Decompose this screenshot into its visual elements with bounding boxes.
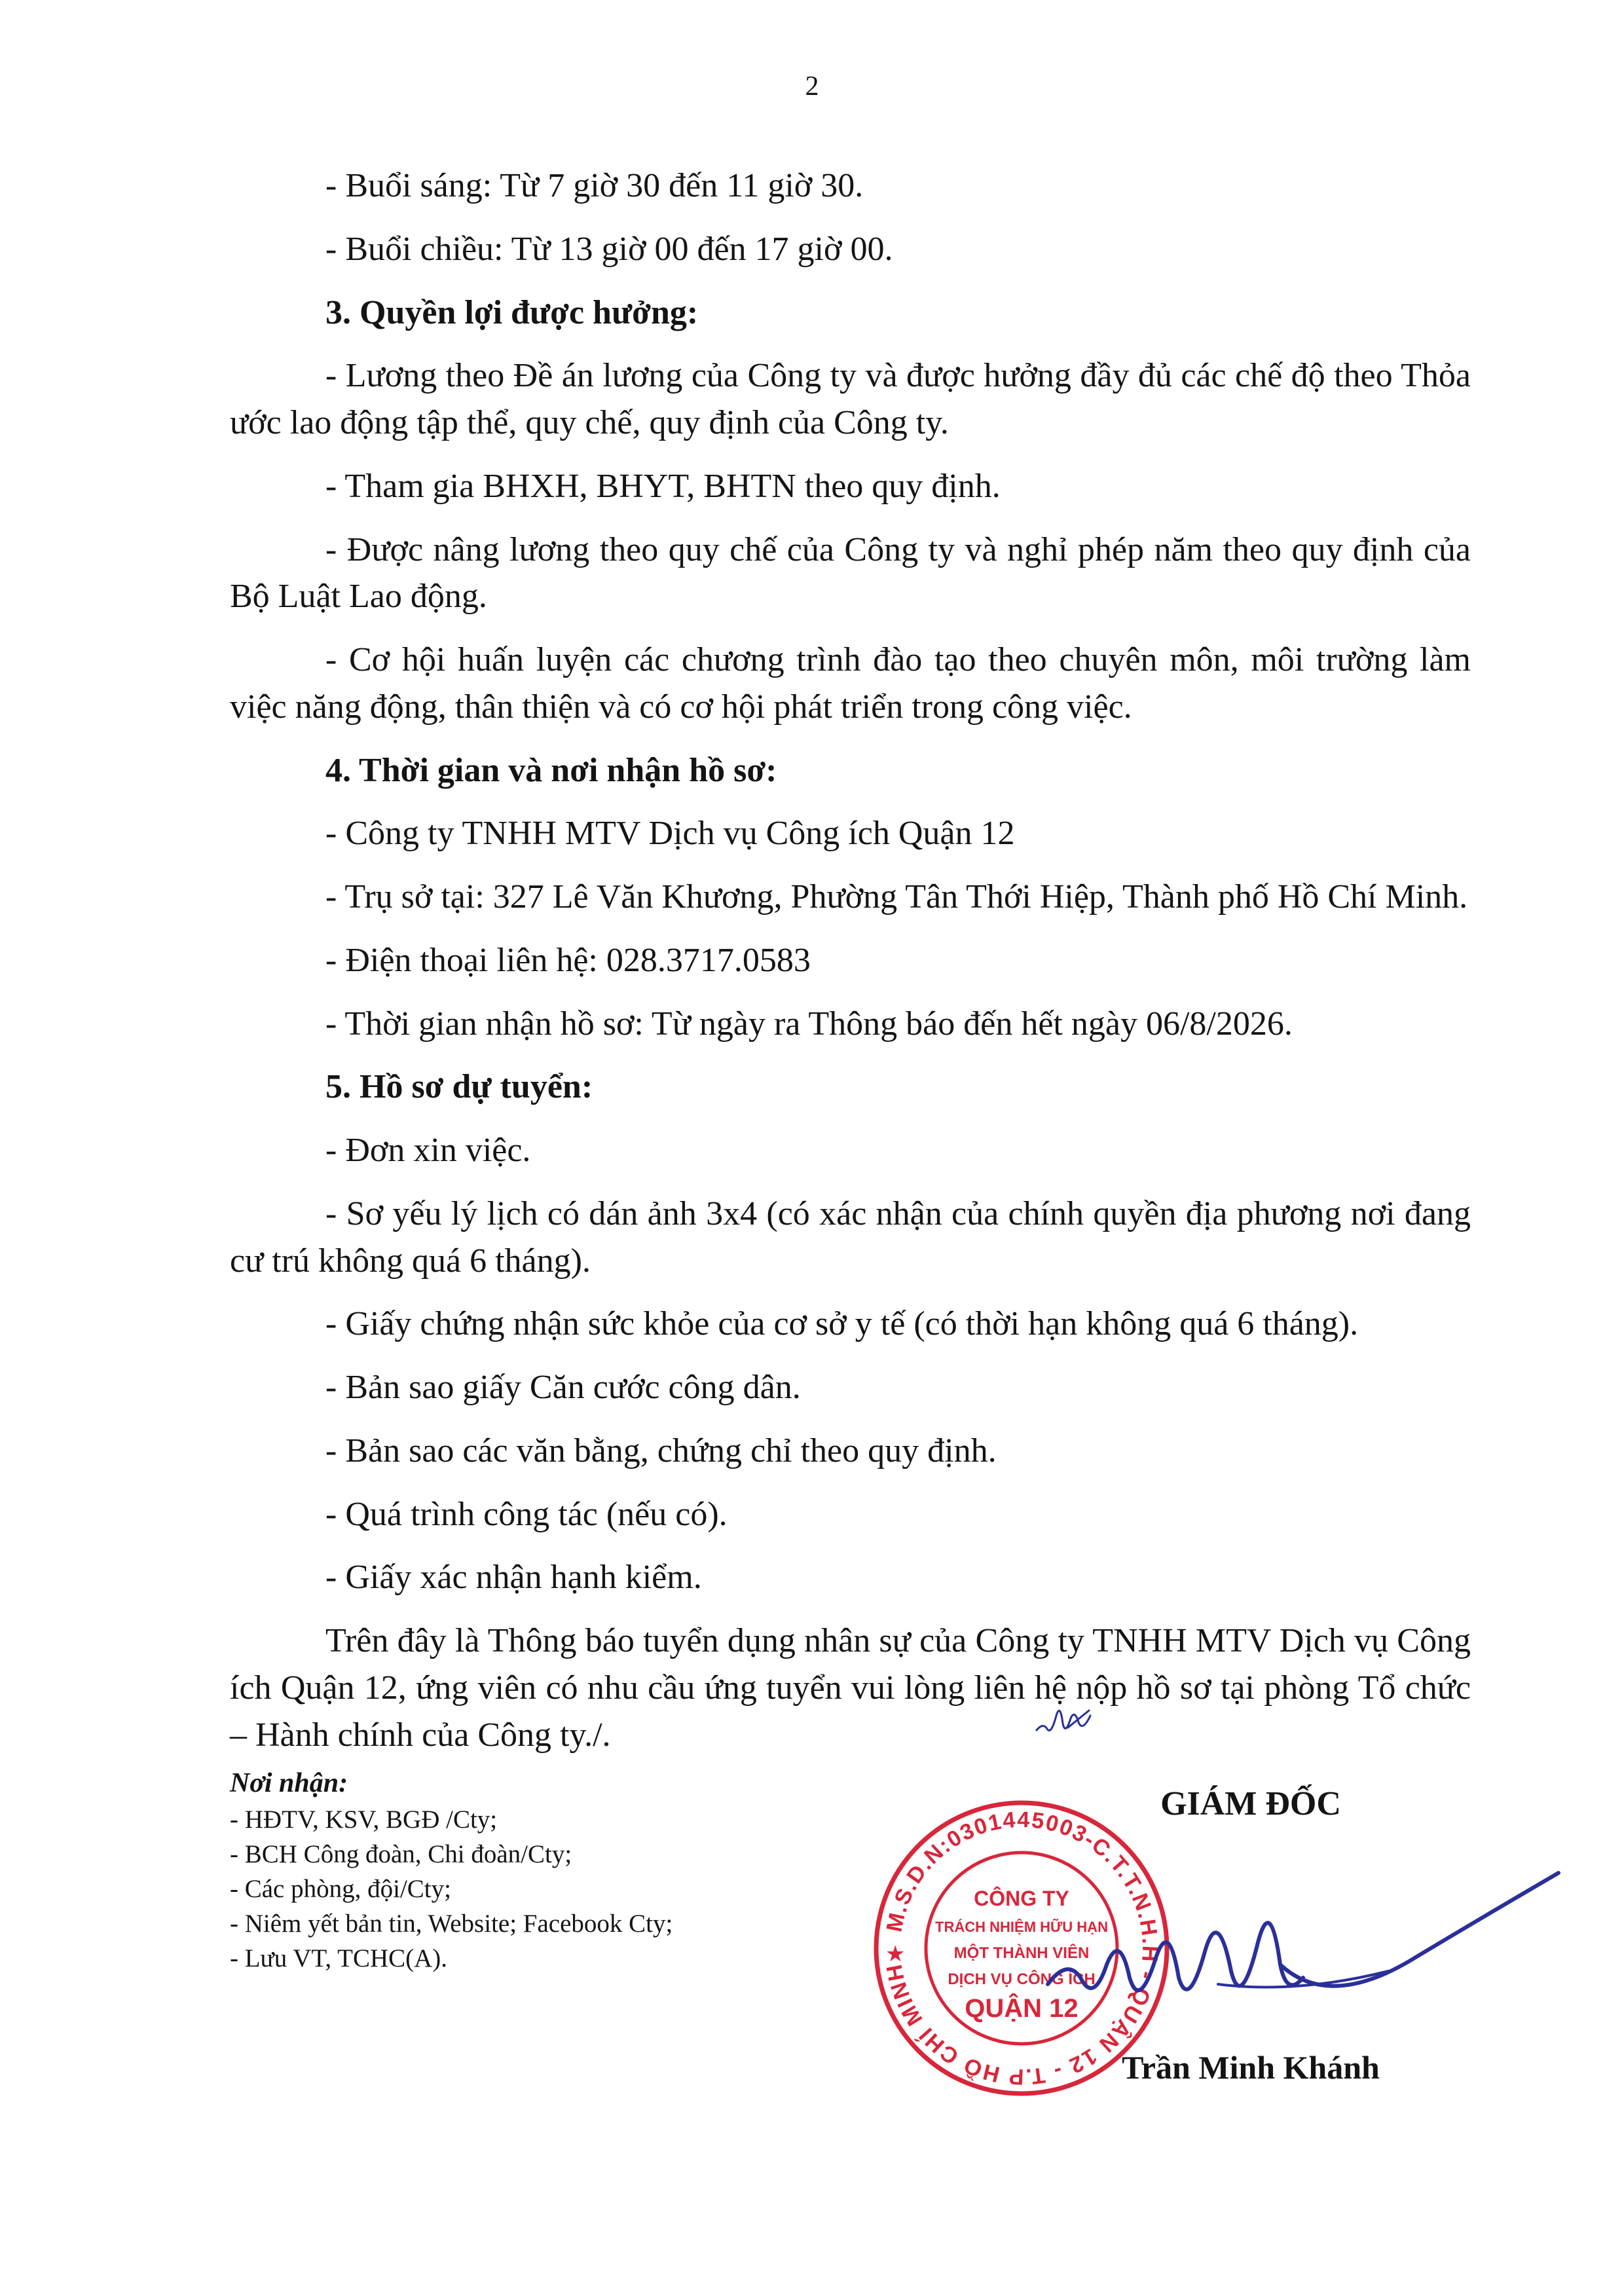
section-heading: 4. Thời gian và nơi nhận hồ sơ: <box>325 751 777 789</box>
closing-paragraph: Trên đây là Thông báo tuyển dụng nhân sự của Công ty TNHH MTV Dịch vụ Công ích Quận 12, ứng viên có nhu cầu ứng tuyển vui lòng liên hệ nộp hồ sơ tại phòng Tổ chức – Hành chính của Công ty./. <box>230 1622 1471 1754</box>
list-paragraph: - Giấy chứng nhận sức khỏe của cơ sở y tế (có thời hạn không quá 6 tháng). <box>325 1305 1359 1343</box>
list-paragraph: - Điện thoại liên hệ: 028.3717.0583 <box>325 941 811 979</box>
recipient-item: - Các phòng, đội/Cty; <box>230 1875 451 1904</box>
recipient-item: - BCH Công đoàn, Chi đoàn/Cty; <box>230 1840 572 1869</box>
svg-text:★: ★ <box>885 1941 906 1967</box>
list-paragraph: - Lương theo Đề án lương của Công ty và được hưởng đầy đủ các chế độ theo Thỏa ước lao động tập thể, quy chế, quy định của Công ty. <box>230 357 1471 441</box>
seal-outer-text: M.S.D.N:0301445003-C.T.T.N.H.H - QUẬN 12 - T.P HỒ CHÍ MINH <box>881 1807 1163 2090</box>
section-heading: 3. Quyền lợi được hưởng: <box>325 293 699 331</box>
list-paragraph: - Buổi chiều: Từ 13 giờ 00 đến 17 giờ 00. <box>325 230 893 268</box>
list-paragraph: - Đơn xin việc. <box>325 1132 531 1169</box>
list-paragraph: - Trụ sở tại: 327 Lê Văn Khương, Phường Tân Thới Hiệp, Thành phố Hồ Chí Minh. <box>325 878 1468 915</box>
initials-mark <box>1031 1696 1103 1742</box>
section-heading: 5. Hồ sơ dự tuyển: <box>325 1068 593 1106</box>
list-paragraph: - Được nâng lương theo quy chế của Công ty và nghỉ phép năm theo quy định của Bộ Luật Lao động. <box>230 530 1471 616</box>
list-paragraph: - Buổi sáng: Từ 7 giờ 30 đến 11 giờ 30. <box>325 167 864 204</box>
seal-line: CÔNG TY <box>974 1887 1069 1910</box>
signer-position: GIÁM ĐỐC <box>1160 1785 1341 1822</box>
seal-line: MỘT THÀNH VIÊN <box>953 1944 1090 1962</box>
list-paragraph: - Sơ yếu lý lịch có dán ảnh 3x4 (có xác nhận của chính quyền địa phương nơi đang cư trú không quá 6 tháng). <box>230 1194 1471 1280</box>
seal-line: DỊCH VỤ CÔNG ÍCH <box>948 1970 1096 1988</box>
list-paragraph: - Bản sao giấy Căn cước công dân. <box>325 1369 801 1406</box>
paragraph-list <box>230 162 1471 1601</box>
seal-line: TRÁCH NHIỆM HỮU HẠN <box>935 1919 1108 1935</box>
document-body <box>230 162 1471 1758</box>
list-paragraph: - Quá trình công tác (nếu có). <box>325 1495 728 1533</box>
recipient-item: - Niêm yết bản tin, Website; Facebook Cty; <box>230 1910 673 1938</box>
list-paragraph: - Bản sao các văn bằng, chứng chỉ theo quy định. <box>325 1432 997 1469</box>
signer-name: Trần Minh Khánh <box>1122 2049 1380 2086</box>
list-paragraph: - Cơ hội huấn luyện các chương trình đào tạo theo chuyên môn, môi trường làm việc năng động, thân thiện và có cơ hội phát triển trong công việc. <box>230 641 1471 726</box>
recipients-list <box>230 1765 885 1976</box>
list-paragraph: - Công ty TNHH MTV Dịch vụ Công ích Quận 12 <box>325 815 1015 853</box>
recipient-item: - HĐTV, KSV, BGĐ /Cty; <box>230 1805 498 1834</box>
seal-line: QUẬN 12 <box>965 1994 1079 2023</box>
handwritten-signature <box>1022 1847 1585 2056</box>
list-paragraph: - Thời gian nhận hồ sơ: Từ ngày ra Thông báo đến hết ngày 06/8/2026. <box>325 1005 1293 1043</box>
list-paragraph: - Giấy xác nhận hạnh kiểm. <box>325 1559 702 1597</box>
list-paragraph: - Tham gia BHXH, BHYT, BHTN theo quy định. <box>325 467 1001 505</box>
recipient-item: - Lưu VT, TCHC(A). <box>230 1944 448 1973</box>
recipients-title: Nơi nhận: <box>230 1768 348 1798</box>
page-number: 2 <box>805 71 819 102</box>
